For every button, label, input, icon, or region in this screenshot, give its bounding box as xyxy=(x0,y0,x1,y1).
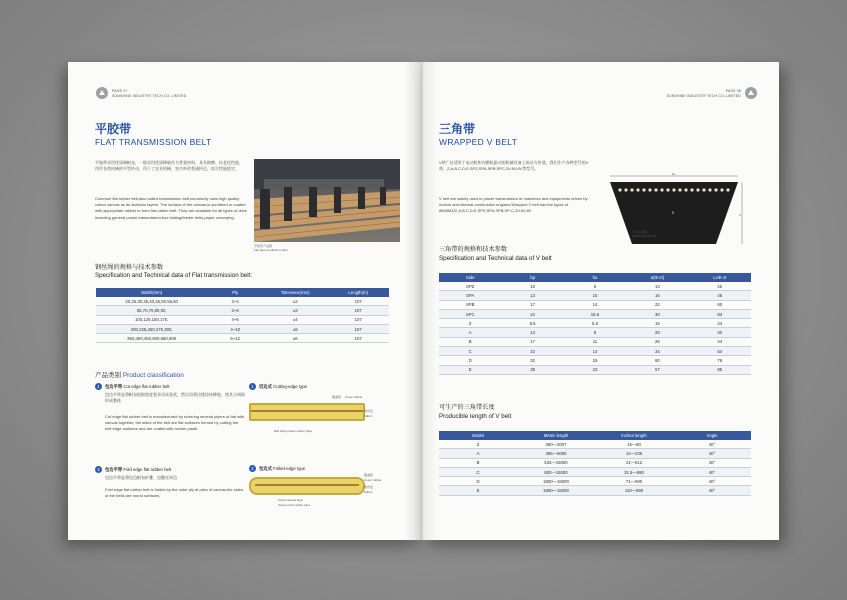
table-row xyxy=(96,334,389,343)
table-cell: 32 xyxy=(501,356,563,365)
table-cell: SPA xyxy=(439,291,501,300)
table-row xyxy=(439,365,751,374)
table-cell: SPZ xyxy=(439,282,501,291)
table-cell: 19 xyxy=(564,356,626,365)
table-row xyxy=(439,309,751,318)
table-header: Side xyxy=(439,273,501,282)
table-row xyxy=(96,324,389,333)
table-cell: 71—590 xyxy=(595,477,673,486)
table-cell: B xyxy=(439,337,501,346)
right-page-header xyxy=(667,89,742,99)
photo-caption-cn: 平胶带产品图 xyxy=(254,244,273,248)
table-cell: 1800—15000 xyxy=(517,486,595,495)
length-title-en: Producible length of V belt xyxy=(439,413,512,420)
table-cell: 13 xyxy=(501,328,563,337)
dim-side-label: h xyxy=(739,213,741,217)
table-row xyxy=(439,477,751,486)
vbelt-caption-en: Product schematic xyxy=(632,234,657,238)
diagram2-title xyxy=(259,466,305,472)
diagram1-title-cn: 切边式 xyxy=(259,384,272,389)
table-cell: Z xyxy=(439,440,517,449)
table-cell: 65,70,75,80,90, xyxy=(96,306,207,315)
table-cell: 57 xyxy=(626,365,688,374)
table-cell: 10 xyxy=(501,282,563,291)
belt-core xyxy=(255,484,359,486)
belt-core xyxy=(251,410,363,412)
table-header-row xyxy=(439,431,751,440)
dim-center-label: E xyxy=(672,210,675,215)
table-row xyxy=(439,300,751,309)
diagram-label: 帆布层 xyxy=(364,409,374,413)
item1-desc-en: Cut edge flat rubber belt is manufactured by schering several plyers of fab with canvas together, the sides of the belt are flat surfaces formed by cutting the belt edge surfaces and are coated with rubber paste. xyxy=(105,414,245,432)
table-cell: 22 xyxy=(501,347,563,356)
table-cell: ±6 xyxy=(263,334,327,343)
table-cell: 200,225,250,275,300, xyxy=(96,324,207,333)
right-title-en: WRAPPED V BELT xyxy=(439,137,518,147)
table-header: bp xyxy=(501,273,563,282)
table-header-row xyxy=(439,273,751,282)
diagram-label: 覆盖胶 xyxy=(332,395,342,399)
table-cell: 83 xyxy=(689,309,751,318)
diagram-label: Fabric xyxy=(364,490,373,494)
item1-title-en: Cut edge flat rubber belt xyxy=(123,384,170,389)
table-cell: 34 xyxy=(626,347,688,356)
cut-edge-belt-diagram xyxy=(249,403,365,421)
page-number: PAGE 07 xyxy=(112,89,128,93)
table-header: Metric length xyxy=(517,431,595,440)
left-title-cn: 平胶带 xyxy=(95,122,132,136)
table-row xyxy=(439,449,751,458)
table-cell: A xyxy=(439,328,501,337)
table-cell: 16 xyxy=(626,291,688,300)
table-cell: 800—15000 xyxy=(517,467,595,476)
table-cell: 8.5 xyxy=(501,319,563,328)
item1-title xyxy=(105,384,170,390)
diagram-label: Cover rubber xyxy=(345,395,363,399)
table-row xyxy=(439,319,751,328)
table-row xyxy=(439,467,751,476)
table-row xyxy=(439,328,751,337)
table-cell: 18.5 xyxy=(564,309,626,318)
table-cell: 23 xyxy=(564,365,626,374)
right-intro-en: V belt are widely used in power transmission of machines and equipments driven by motors and internal-combustion engines.Wrapped V belt has the types of 8M/8MZ/Z,A,B,C,D,E,SPZ,SPA,SPB,SP-C,3V,5V,8V xyxy=(439,196,588,214)
table-cell: 17 xyxy=(501,337,563,346)
folded-edge-belt-diagram xyxy=(249,477,365,495)
left-intro-cn: 平胶带采用优质棉帆布，一般采用优质橡胶作为骨架材料，具有耐磨、抗老化性能，用作各类机械的平型传动，用于工农业机械，室内外的普通传送，综合性能稳定。 xyxy=(95,160,243,172)
table-cell: 22 xyxy=(626,300,688,309)
v-belt-diagram xyxy=(604,172,744,257)
table-cell: 21—512 xyxy=(595,458,673,467)
table-cell: 11 xyxy=(564,337,626,346)
diagram1-title xyxy=(259,384,307,390)
item2-desc-cn: 包边平带是将包边帆布折叠，包覆在周边 xyxy=(105,475,177,480)
right-spec-title-cn: 三角带的规格和技术参数 xyxy=(439,246,508,253)
table-cell: ±4 xyxy=(263,315,327,324)
table-header: Tolerance(mm) xyxy=(263,288,327,297)
table-cell: 30 xyxy=(689,328,751,337)
diagram-label: Belt side protect rubber plies xyxy=(274,429,313,433)
table-cell: 54 xyxy=(689,347,751,356)
table-cell: 3~6 xyxy=(207,306,263,315)
table-cell: 8 xyxy=(564,328,626,337)
flat-belt-spec-table xyxy=(96,288,389,343)
table-cell: 76 xyxy=(689,356,751,365)
table-cell: 1800—15000 xyxy=(517,477,595,486)
item2-desc-en: Fold edge flat rubber belt is folded by the outer ply at piles of canvas,the sides of the belts are round surfaces. xyxy=(105,487,244,499)
diagram-label: 覆盖胶 xyxy=(364,473,374,477)
table-cell: 20,25,30,35,40,45,50,55,60 xyxy=(96,297,207,306)
diagram-label: Cover rubber xyxy=(364,478,382,482)
right-title-cn: 三角带 xyxy=(439,122,476,136)
table-cell: 16 xyxy=(626,319,688,328)
flat-belt-photo xyxy=(254,159,400,242)
table-cell: A xyxy=(439,449,517,458)
classification-en: Product classification xyxy=(122,372,184,379)
diagram-label: Fabric xyxy=(364,414,373,418)
diagram-label: Close canvas layer xyxy=(278,498,304,502)
table-cell: 26 xyxy=(626,337,688,346)
table-cell: 40° xyxy=(673,440,751,449)
table-row xyxy=(439,291,751,300)
item1-title-cn: 包边平带 xyxy=(105,384,123,389)
vbelt-caption-cn: 产品示意图 xyxy=(632,230,648,234)
left-title-en: FLAT TRANSMISSION BELT xyxy=(95,137,212,147)
table-cell: 360—2007 xyxy=(517,440,595,449)
classification-heading xyxy=(95,370,184,379)
table-header-row xyxy=(96,288,389,297)
table-cell: E xyxy=(439,365,501,374)
table-cell: ±3 xyxy=(263,306,327,315)
table-cell: 4~10 xyxy=(207,324,263,333)
item1-number-badge: 1 xyxy=(95,383,102,390)
left-intro-en: Common flat rubber belt,also called transmission belt,commonly uses high quality cotton canvas as its skeleton layers. The surface of the canvas is scrubbed or coated with appropriate rubber to form flat rubber belt. They are available for all types of drive including general power transmission,box folding/feeder belts,paper conveying. xyxy=(95,196,248,220)
diagram2-title-en: Folled-edge type xyxy=(273,466,306,471)
dim-top-label: bo xyxy=(672,172,676,176)
table-row xyxy=(439,458,751,467)
table-header: Model xyxy=(439,431,517,440)
table-cell: 110—590 xyxy=(595,486,673,495)
table-header: Length(m) xyxy=(327,288,389,297)
length-title-cn: 可生产的三角带长度 xyxy=(439,404,495,411)
table-cell: 350,400,450,500,550,600 xyxy=(96,334,207,343)
table-cell: B xyxy=(439,458,517,467)
table-cell: 22 xyxy=(501,309,563,318)
table-cell: E xyxy=(439,486,517,495)
table-cell: 14 xyxy=(564,347,626,356)
table-cell: 38 xyxy=(501,365,563,374)
table-header: ho xyxy=(564,273,626,282)
v-belt-cross-section xyxy=(604,172,744,252)
table-cell: 20 xyxy=(626,328,688,337)
flat-belt-photo-illustration xyxy=(254,159,400,242)
table-row xyxy=(439,356,751,365)
table-cell: 60 xyxy=(626,356,688,365)
table-row xyxy=(439,337,751,346)
table-cell: D xyxy=(439,356,501,365)
left-spec-title-cn: 钢丝绳的规格与技术参数 xyxy=(95,264,164,271)
table-cell: 107 xyxy=(327,334,389,343)
logo-icon xyxy=(745,87,757,99)
company-name: SUNSHINE INDUSTRY TECH CO.,LIMITED xyxy=(112,94,187,98)
table-cell: 40° xyxy=(673,486,751,495)
table-row xyxy=(96,315,389,324)
table-cell: 6~12 xyxy=(207,334,263,343)
company-name: SUNSHINE INDUSTRY TECH CO.,LIMITED xyxy=(666,94,741,98)
diagram-label: Close touch rubber plies xyxy=(278,503,311,507)
item2-title-en: Fold edge flat rubber belt xyxy=(123,467,172,472)
table-cell: 15—80 xyxy=(595,440,673,449)
left-page-header xyxy=(112,89,187,99)
table-cell: 107 xyxy=(327,306,389,315)
table-cell: 107 xyxy=(327,324,389,333)
table-cell: 60 xyxy=(689,300,751,309)
right-intro-cn: V带广泛适用于电动机和内燃机驱动的机械设备上的动力传递，我们生产各种型号的V带，Z,A,B,C,D,E,SPZ,SPA,SPB,SPC,3V,5V,8V等型号。 xyxy=(439,160,589,172)
table-cell: 85 xyxy=(689,365,751,374)
vbelt-caption xyxy=(632,230,657,238)
diagram1-number-badge: 1 xyxy=(249,383,256,390)
table-row xyxy=(439,347,751,356)
table-header: Ply xyxy=(207,288,263,297)
table-row xyxy=(96,297,389,306)
classification-cn: 产品类别 xyxy=(95,372,121,379)
table-cell: 40° xyxy=(673,467,751,476)
right-page xyxy=(422,62,779,540)
diagram2-title-cn: 包边式 xyxy=(259,466,272,471)
v-belt-spec-table xyxy=(439,273,751,375)
item1-desc-cn: 包边平带是将帆布根据宽度要求切成条状，然后再将边缘涂抹橡胶，使其与周围形成整体 xyxy=(105,392,245,404)
table-cell: 533—15000 xyxy=(517,458,595,467)
table-cell: 44 xyxy=(689,337,751,346)
photo-caption xyxy=(254,244,288,252)
left-spec-title-en: Specification and Technical data of Flat transmission belt: xyxy=(95,272,253,279)
table-cell: 14 xyxy=(564,300,626,309)
table-cell: 40° xyxy=(673,458,751,467)
table-cell: C xyxy=(439,467,517,476)
table-cell: 26 xyxy=(689,282,751,291)
photo-caption-en: Flat tape production plant xyxy=(254,248,288,252)
item2-title xyxy=(105,467,171,473)
diagram-label: 帆布层 xyxy=(364,485,374,489)
table-cell: 8 xyxy=(564,282,626,291)
table-cell: D xyxy=(439,477,517,486)
table-header: α(Ф=0) xyxy=(626,273,688,282)
table-cell: 40° xyxy=(673,449,751,458)
table-header: Inches length xyxy=(595,431,673,440)
diagram2-number-badge: 2 xyxy=(249,465,256,472)
v-belt-length-table xyxy=(439,431,751,496)
table-cell: 107 xyxy=(327,297,389,306)
table-cell: 17 xyxy=(501,300,563,309)
table-header: L≥Φ=0 xyxy=(689,273,751,282)
table-cell: SPB xyxy=(439,300,501,309)
item2-number-badge: 2 xyxy=(95,466,102,473)
table-cell: 107 xyxy=(327,315,389,324)
table-cell: 13 xyxy=(626,282,688,291)
table-cell: 31.5—590 xyxy=(595,467,673,476)
table-cell: 45 xyxy=(689,291,751,300)
table-cell: 10 xyxy=(564,291,626,300)
table-header: Width(mm) xyxy=(96,288,207,297)
table-cell: 5.5 xyxy=(564,319,626,328)
diagram1-title-en: Cutting-edge type xyxy=(273,384,308,389)
table-cell: 4~6 xyxy=(207,315,263,324)
table-row xyxy=(96,306,389,315)
table-cell: 3~4 xyxy=(207,297,263,306)
table-cell: 40° xyxy=(673,477,751,486)
table-cell: C xyxy=(439,347,501,356)
table-cell: 14—236 xyxy=(595,449,673,458)
page-number: PAGE 08 xyxy=(725,89,741,93)
table-cell: 100,125,150,175, xyxy=(96,315,207,324)
logo-icon xyxy=(96,87,108,99)
right-spec-title-en: Specification and Technical data of V belt xyxy=(439,255,552,262)
table-cell: ±5 xyxy=(263,324,327,333)
table-cell: 13 xyxy=(501,291,563,300)
table-row xyxy=(439,440,751,449)
table-row xyxy=(439,282,751,291)
table-cell: 30 xyxy=(626,309,688,318)
table-cell: 356—6000 xyxy=(517,449,595,458)
table-cell: 24 xyxy=(689,319,751,328)
table-cell: ±2 xyxy=(263,297,327,306)
item2-title-cn: 包边平带 xyxy=(105,467,123,472)
table-cell: SPC xyxy=(439,309,501,318)
table-row xyxy=(439,486,751,495)
left-page xyxy=(68,62,422,540)
table-cell: Z xyxy=(439,319,501,328)
table-header: Angle xyxy=(673,431,751,440)
